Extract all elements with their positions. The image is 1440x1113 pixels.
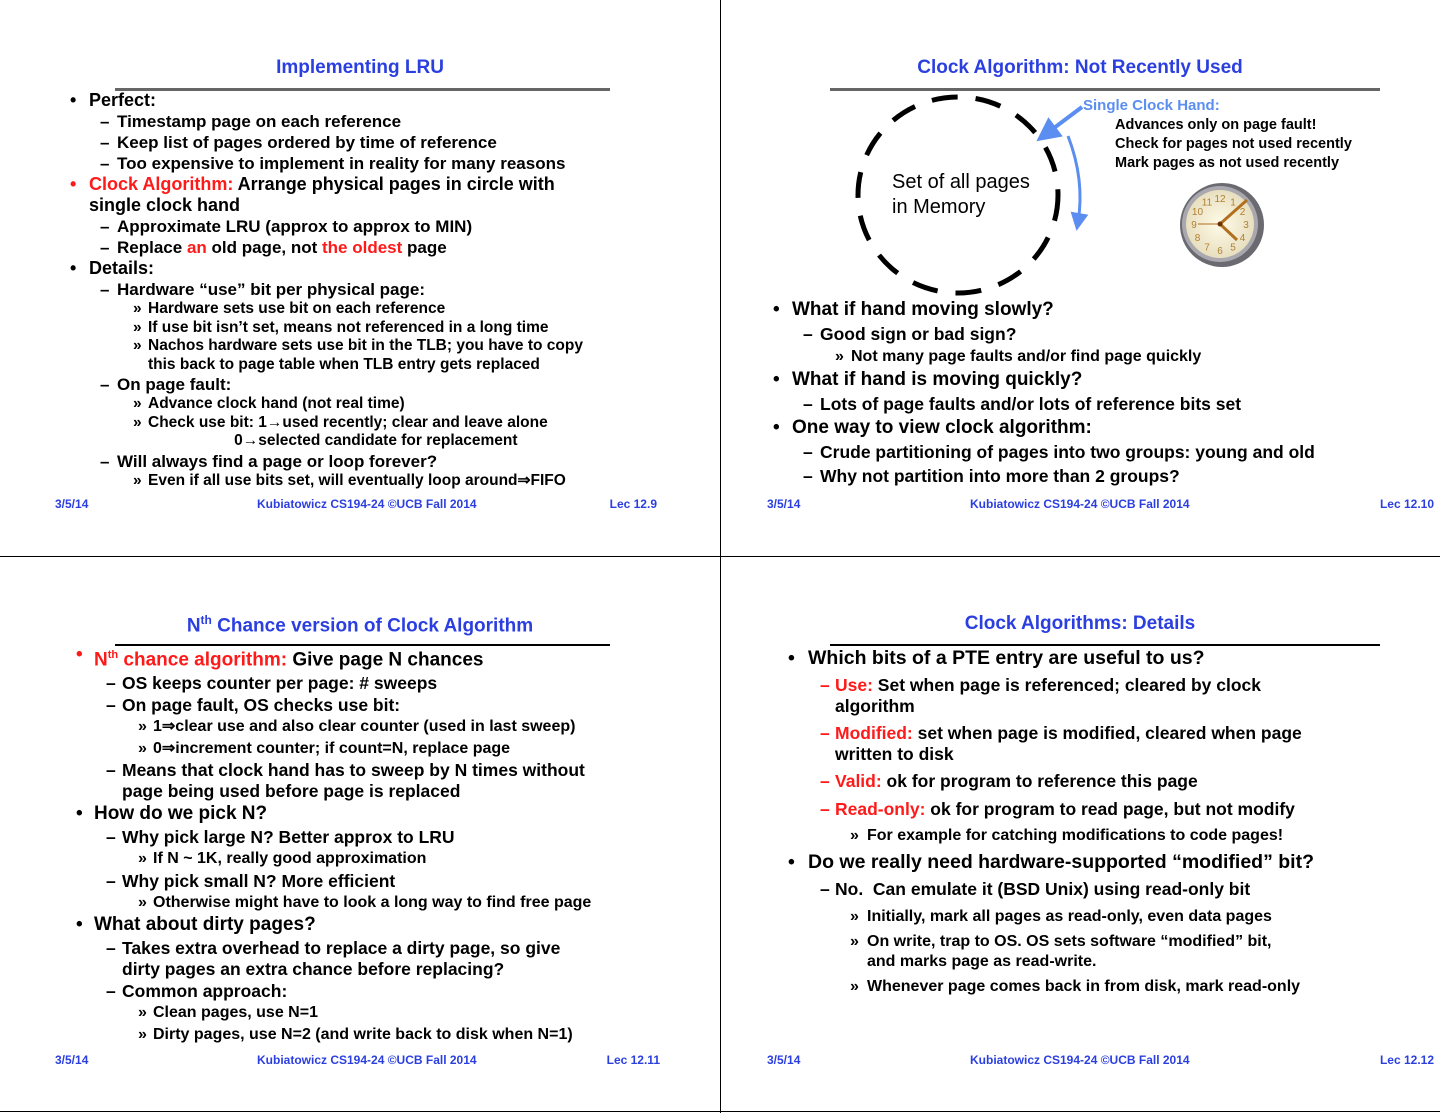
slide-title [0,613,720,637]
sub-bullet-item [720,879,1440,900]
sub-bullet-item [0,451,720,472]
bullet-text: Whenever page comes back in from disk, mark read-only [867,977,1301,995]
footer-course: Kubiatowicz CS194-24 ©UCB Fall 2014 [970,1053,1190,1067]
highlighted-text: an [186,238,207,257]
sub-sub-bullet-item [0,300,720,319]
dash-icon: – [106,938,116,959]
clock-hand-note: Check for pages not used recently [1115,136,1352,152]
sub-bullet-item [720,440,1440,464]
bullet-text: Which bits of a PTE entry are useful to us? [808,647,1205,669]
footer-lecture: Lec 12.11 [606,1053,660,1067]
footer-lecture: Lec 12.12 [1379,1053,1434,1067]
sub-bullet-item [0,673,720,694]
bullet-text: Hardware sets use bit on each reference [148,300,446,317]
bullet-text: Why not partition into more than 2 groups? [820,466,1180,486]
bullet-text: Takes extra overhead to replace a dirty page, so give dirty pages an extra chance before replacing? [122,938,561,980]
bullet-text: Give page N chances [287,649,484,671]
bullet-icon: • [70,258,77,278]
dash-icon: – [100,280,110,299]
chevron-icon: » [133,395,142,412]
clock-number: 2 [1239,207,1246,218]
slide-title: Implementing LRU [276,57,444,78]
bullet-text: On write, trap to OS. OS sets software “modified” bit, and marks page as read-write. [867,932,1272,970]
chevron-icon: » [133,471,142,489]
sub-sub-bullet-item [720,977,1440,997]
highlighted-text: N [94,649,108,671]
chevron-icon: » [835,348,844,365]
sub-bullet-item [0,132,720,153]
dash-icon: – [106,981,116,1002]
dash-icon: – [106,827,116,848]
highlighted-text: th [107,649,119,661]
chevron-icon: » [133,337,142,354]
bullet-text: If N ~ 1K, really good approximation [153,850,427,868]
bullet-text: Replace [117,238,187,257]
bullet-text: What about dirty pages? [94,914,316,936]
sub-sub-bullet-item [720,826,1440,846]
bullet-text: Common approach: [122,981,288,1002]
dash-icon: – [820,879,830,899]
dash-icon: – [100,451,110,471]
bullet-text: Dirty pages, use N=2 (and write back to disk when N=1) [153,1025,573,1043]
bullet-text: Clean pages, use N=1 [153,1004,318,1022]
bullet-text: Too expensive to implement in reality for many reasons [117,154,566,173]
chevron-icon: » [850,932,859,950]
title-text: N [186,615,201,637]
clock-number: 3 [1243,220,1249,231]
sub-bullet-item [0,216,720,237]
bullet-text: Approximate LRU (approx to approx to MIN) [117,217,473,236]
bullet-text: If use bit isn’t set, means not referenced in a long time [148,318,549,336]
bullet-icon: • [773,299,780,320]
dash-icon: – [106,673,116,694]
clock-number: 7 [1204,242,1210,254]
bullet-item [720,298,1440,322]
sub-bullet-item [0,981,720,1002]
chevron-icon: » [850,977,859,995]
chevron-icon: » [138,850,147,868]
bullet-text: Good sign or bad sign? [820,324,1017,344]
bullet-text: Initially, mark all pages as read-only, even data pages [867,907,1272,925]
slide-clock-details [720,556,1440,1112]
bullet-text: Check use bit: 1→used recently; clear and leave alone 0→selected candidate for replacement [148,413,548,449]
sub-bullet-item [0,827,720,848]
sub-bullet-item [720,464,1440,488]
bullet-text: old page, not [206,238,322,257]
hand-pointer-arrow [1046,107,1082,134]
bullet-icon: • [76,644,83,665]
dash-icon: – [803,466,813,486]
slide-title: Clock Algorithm: Not Recently Used [917,57,1243,78]
sub-sub-bullet-item [720,932,1440,972]
bullet-text: Advance clock hand (not real time) [148,395,405,412]
bullet-text: Crude partitioning of pages into two groups: young and old [820,442,1315,462]
chevron-icon: » [133,318,142,336]
sub-bullet-item [0,279,720,300]
bullet-item [720,368,1440,392]
sub-bullet-item [720,675,1440,716]
sub-bullet-item [0,237,720,258]
bullet-text: For example for catching modifications to code pages! [867,827,1284,844]
bullet-text: Why pick large N? Better approx to LRU [122,827,455,848]
dash-icon: – [820,723,830,743]
dash-icon: – [100,238,110,257]
bullet-icon: • [788,647,795,669]
bullet-text: page [402,238,447,257]
clock-number: 11 [1201,197,1213,209]
bullet-text: Means that clock hand has to sweep by N times without page being used before page is replaced [122,760,585,802]
clock-hand-title: Single Clock Hand: [1083,97,1220,114]
slide-content [0,90,720,490]
slide-clock-algorithm [720,0,1440,556]
chevron-icon: » [850,907,859,925]
chevron-icon: » [133,300,142,317]
sub-sub-bullet-item [720,346,1440,368]
bullet-text: Timestamp page on each reference [117,112,402,131]
sub-sub-bullet-item [0,395,720,414]
bullet-item [0,90,720,111]
sub-bullet-item [720,723,1440,764]
bullet-icon: • [76,803,83,825]
highlighted-text: Use: [835,675,873,695]
dash-icon: – [803,442,813,462]
bullet-text: Hardware “use” bit per physical page: [117,280,425,299]
circle-label [892,170,1030,220]
bullet-text: On page fault: [117,375,232,394]
clock-number: 10 [1191,207,1204,218]
dash-icon: – [106,695,116,716]
chevron-icon: » [138,893,147,911]
sub-bullet-item [0,871,720,892]
slide-implementing-lru [0,0,720,556]
sub-sub-bullet-item [0,472,720,491]
footer-course: Kubiatowicz CS194-24 ©UCB Fall 2014 [257,1053,477,1067]
bullet-text: What if hand moving slowly? [792,299,1054,320]
bullet-text: OS keeps counter per page: # sweeps [122,673,438,694]
slide-nth-chance [0,556,720,1112]
sub-sub-bullet-item [0,319,720,338]
sub-sub-bullet-item [0,1024,720,1046]
clock-number: 5 [1230,242,1236,254]
dash-icon: – [100,154,110,173]
bullet-text: How do we pick N? [94,803,268,825]
circle-label-line: in Memory [892,196,986,218]
sub-bullet-item [0,938,720,980]
bullet-text: Even if all use bits set, will eventually loop around⇒FIFO [148,471,566,489]
chevron-icon: » [138,718,147,736]
sub-sub-bullet-item [720,907,1440,927]
sub-sub-bullet-item [0,892,720,914]
sub-sub-bullet-item [0,1002,720,1024]
bullet-text: Details: [89,258,155,278]
bullet-icon: • [70,174,77,194]
bullet-text: ok for program to read page, but not modify [925,798,1295,819]
dash-icon: – [106,760,116,781]
dash-icon: – [820,798,830,819]
clock-number: 6 [1217,246,1223,257]
clock-hand-note: Advances only on page fault! [1115,117,1317,133]
clock-number: 8 [1194,233,1201,244]
bullet-text: No. Can emulate it (BSD Unix) using read-only bit [835,879,1251,899]
rotation-arrow [1068,136,1080,222]
footer-lecture: Lec 12.10 [1379,497,1434,511]
sub-bullet-item [720,799,1440,820]
bullet-icon: • [70,90,77,110]
sub-sub-bullet-item [0,848,720,870]
sub-bullet-item [0,153,720,174]
bullet-text: Why pick small N? More efficient [122,870,396,891]
title-superscript: th [200,613,212,627]
bullet-item [0,913,720,937]
highlighted-text: Read-only: [835,798,926,819]
bullet-text: Will always find a page or loop forever? [117,451,438,471]
sub-bullet-item [0,374,720,395]
highlighted-text: Modified: [835,723,913,743]
dash-icon: – [803,394,813,414]
dash-icon: – [106,870,116,891]
dash-icon: – [820,771,830,791]
bullet-text: 1⇒clear use and also clear counter (used in last sweep) [153,718,576,736]
bullet-text: What if hand is moving quickly? [792,369,1083,390]
bullet-text: 0⇒increment counter; if count=N, replace page [153,739,511,757]
slide-content [720,644,1440,1002]
bullet-text: ok for program to reference this page [881,771,1198,791]
sub-sub-bullet-item [0,337,720,374]
bullet-item [0,802,720,826]
bullet-item [0,643,720,672]
slide-title: Clock Algorithms: Details [964,613,1196,634]
bullet-item [720,851,1440,873]
sub-sub-bullet-item [0,716,720,738]
bullet-text: Arrange physical pages in circle with single clock hand [89,174,555,215]
chevron-icon: » [850,827,859,844]
bullet-text: set when page is modified, cleared when page written to disk [835,723,1302,764]
footer-course: Kubiatowicz CS194-24 ©UCB Fall 2014 [970,497,1190,511]
clock-hand-note: Mark pages as not used recently [1115,155,1340,171]
dash-icon: – [100,133,110,152]
footer-lecture: Lec 12.9 [609,497,657,511]
bullet-text: Do we really need hardware-supported “modified” bit? [808,851,1314,873]
title-text: Chance version of Clock Algorithm [211,615,534,637]
dash-icon: – [100,112,110,131]
bullet-icon: • [773,369,780,390]
dash-icon: – [100,375,110,394]
bullet-text: On page fault, OS checks use bit: [122,695,401,716]
footer-date: 3/5/14 [767,497,801,511]
bullet-text: Lots of page faults and/or lots of reference bits set [820,394,1242,414]
bullet-item [0,174,720,216]
clock-number: 9 [1191,220,1197,231]
sub-bullet-item [720,771,1440,792]
footer-date: 3/5/14 [767,1053,801,1067]
bullet-text: Keep list of pages ordered by time of reference [117,133,497,152]
bullet-item [0,258,720,279]
chevron-icon: » [133,413,142,431]
bullet-icon: • [773,417,780,438]
chevron-icon: » [138,1025,147,1043]
highlighted-text: the oldest [322,238,403,257]
footer-date: 3/5/14 [55,497,89,511]
chevron-icon: » [138,739,147,757]
highlighted-text: Clock Algorithm: [89,174,234,194]
clock-number: 12 [1214,194,1226,205]
bullet-text: Not many page faults and/or find page quickly [851,348,1202,365]
highlighted-text: chance algorithm: [118,649,288,671]
bullet-item [720,416,1440,440]
dash-icon: – [820,675,830,695]
bullet-text: Otherwise might have to look a long way to find free page [153,893,592,911]
bullet-icon: • [76,914,83,936]
footer-course: Kubiatowicz CS194-24 ©UCB Fall 2014 [257,497,477,511]
slide-content [720,298,1440,488]
dash-icon: – [803,324,813,344]
bullet-icon: • [788,851,795,873]
bullet-item [720,647,1440,669]
bullet-text: Perfect: [89,90,157,110]
bullet-text: Set when page is referenced; cleared by clock algorithm [835,675,1262,716]
sub-sub-bullet-item [0,414,720,451]
sub-bullet-item [0,760,720,802]
dash-icon: – [100,217,110,236]
highlighted-text: Valid: [835,771,882,791]
bullet-text: One way to view clock algorithm: [792,417,1092,438]
chevron-icon: » [138,1004,147,1022]
sub-bullet-item [720,392,1440,416]
circle-label-line: Set of all pages [892,171,1030,193]
clock-number: 4 [1239,233,1246,244]
sub-sub-bullet-item [0,738,720,760]
sub-bullet-item [720,322,1440,346]
bullet-text: Nachos hardware sets use bit in the TLB; you have to copy this back to page table when TLB entry gets replaced [148,337,583,373]
clock-number: 1 [1230,197,1236,209]
sub-bullet-item [0,111,720,132]
sub-bullet-item [0,695,720,716]
footer-date: 3/5/14 [55,1053,89,1067]
slide-content [0,643,720,1045]
